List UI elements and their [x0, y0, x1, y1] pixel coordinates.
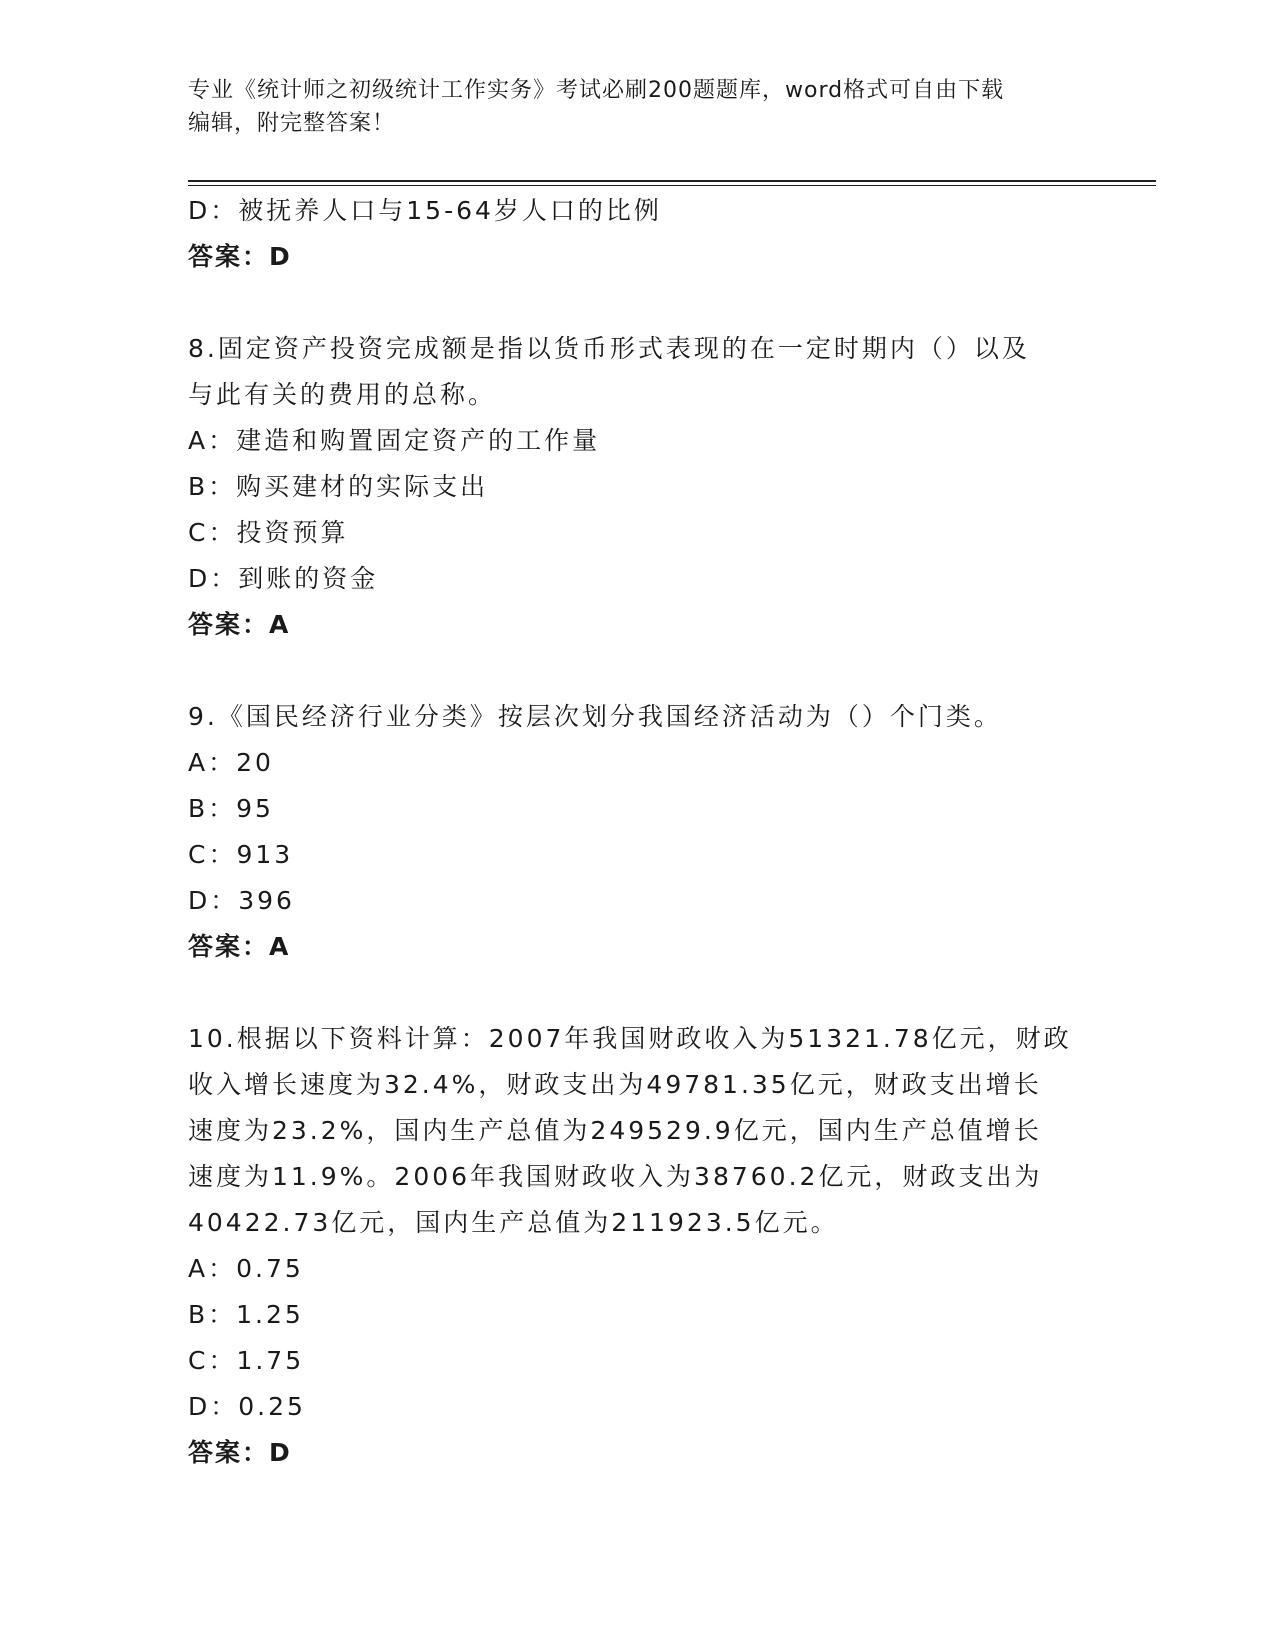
question-8 — [188, 326, 1088, 648]
option-c: C：投资预算 — [188, 518, 349, 547]
document-header — [188, 74, 1088, 140]
question-stem-line: 8.固定资产投资完成额是指以货币形式表现的在一定时期内（）以及 — [188, 334, 1030, 363]
spacer — [188, 648, 1088, 694]
option-c: C：913 — [188, 840, 294, 869]
question-stem-line: 9.《国民经济行业分类》按层次划分我国经济活动为（）个门类。 — [188, 702, 1002, 731]
header-divider-thick — [188, 180, 1156, 182]
option-c: C：1.75 — [188, 1346, 305, 1375]
header-line-2: 编辑，附完整答案！ — [188, 111, 396, 136]
option-d: D：到账的资金 — [188, 564, 379, 593]
question-stem-line: 速度为11.9%。2006年我国财政收入为38760.2亿元，财政支出为 — [188, 1162, 1043, 1191]
question-9 — [188, 694, 1088, 970]
option-d: D：396 — [188, 886, 295, 915]
answer-line: 答案：D — [188, 1438, 292, 1467]
option-d: D：被抚养人口与15-64岁人口的比例 — [188, 196, 662, 225]
question-stem-line: 收入增长速度为32.4%，财政支出为49781.35亿元，财政支出增长 — [188, 1070, 1042, 1099]
spacer — [188, 970, 1088, 1016]
previous-question — [188, 188, 1088, 280]
answer-line: 答案：D — [188, 242, 292, 271]
option-b: B：购买建材的实际支出 — [188, 472, 489, 501]
answer-line: 答案：A — [188, 610, 291, 639]
header-divider-thin — [188, 185, 1156, 186]
spacer — [188, 280, 1088, 326]
option-b: B：1.25 — [188, 1300, 304, 1329]
option-a: A：建造和购置固定资产的工作量 — [188, 426, 601, 455]
question-content — [188, 188, 1088, 1476]
option-b: B：95 — [188, 794, 274, 823]
question-10 — [188, 1016, 1088, 1476]
question-stem-line: 速度为23.2%，国内生产总值为249529.9亿元，国内生产总值增长 — [188, 1116, 1042, 1145]
question-stem-line: 与此有关的费用的总称。 — [188, 380, 497, 409]
option-d: D：0.25 — [188, 1392, 306, 1421]
answer-line: 答案：A — [188, 932, 291, 961]
question-stem-line: 10.根据以下资料计算：2007年我国财政收入为51321.78亿元，财政 — [188, 1024, 1072, 1053]
option-a: A：0.75 — [188, 1254, 304, 1283]
header-line-1: 专业《统计师之初级统计工作实务》考试必刷200题题库，word格式可自由下载 — [188, 78, 1005, 103]
question-stem-line: 40422.73亿元，国内生产总值为211923.5亿元。 — [188, 1208, 839, 1237]
option-a: A：20 — [188, 748, 274, 777]
